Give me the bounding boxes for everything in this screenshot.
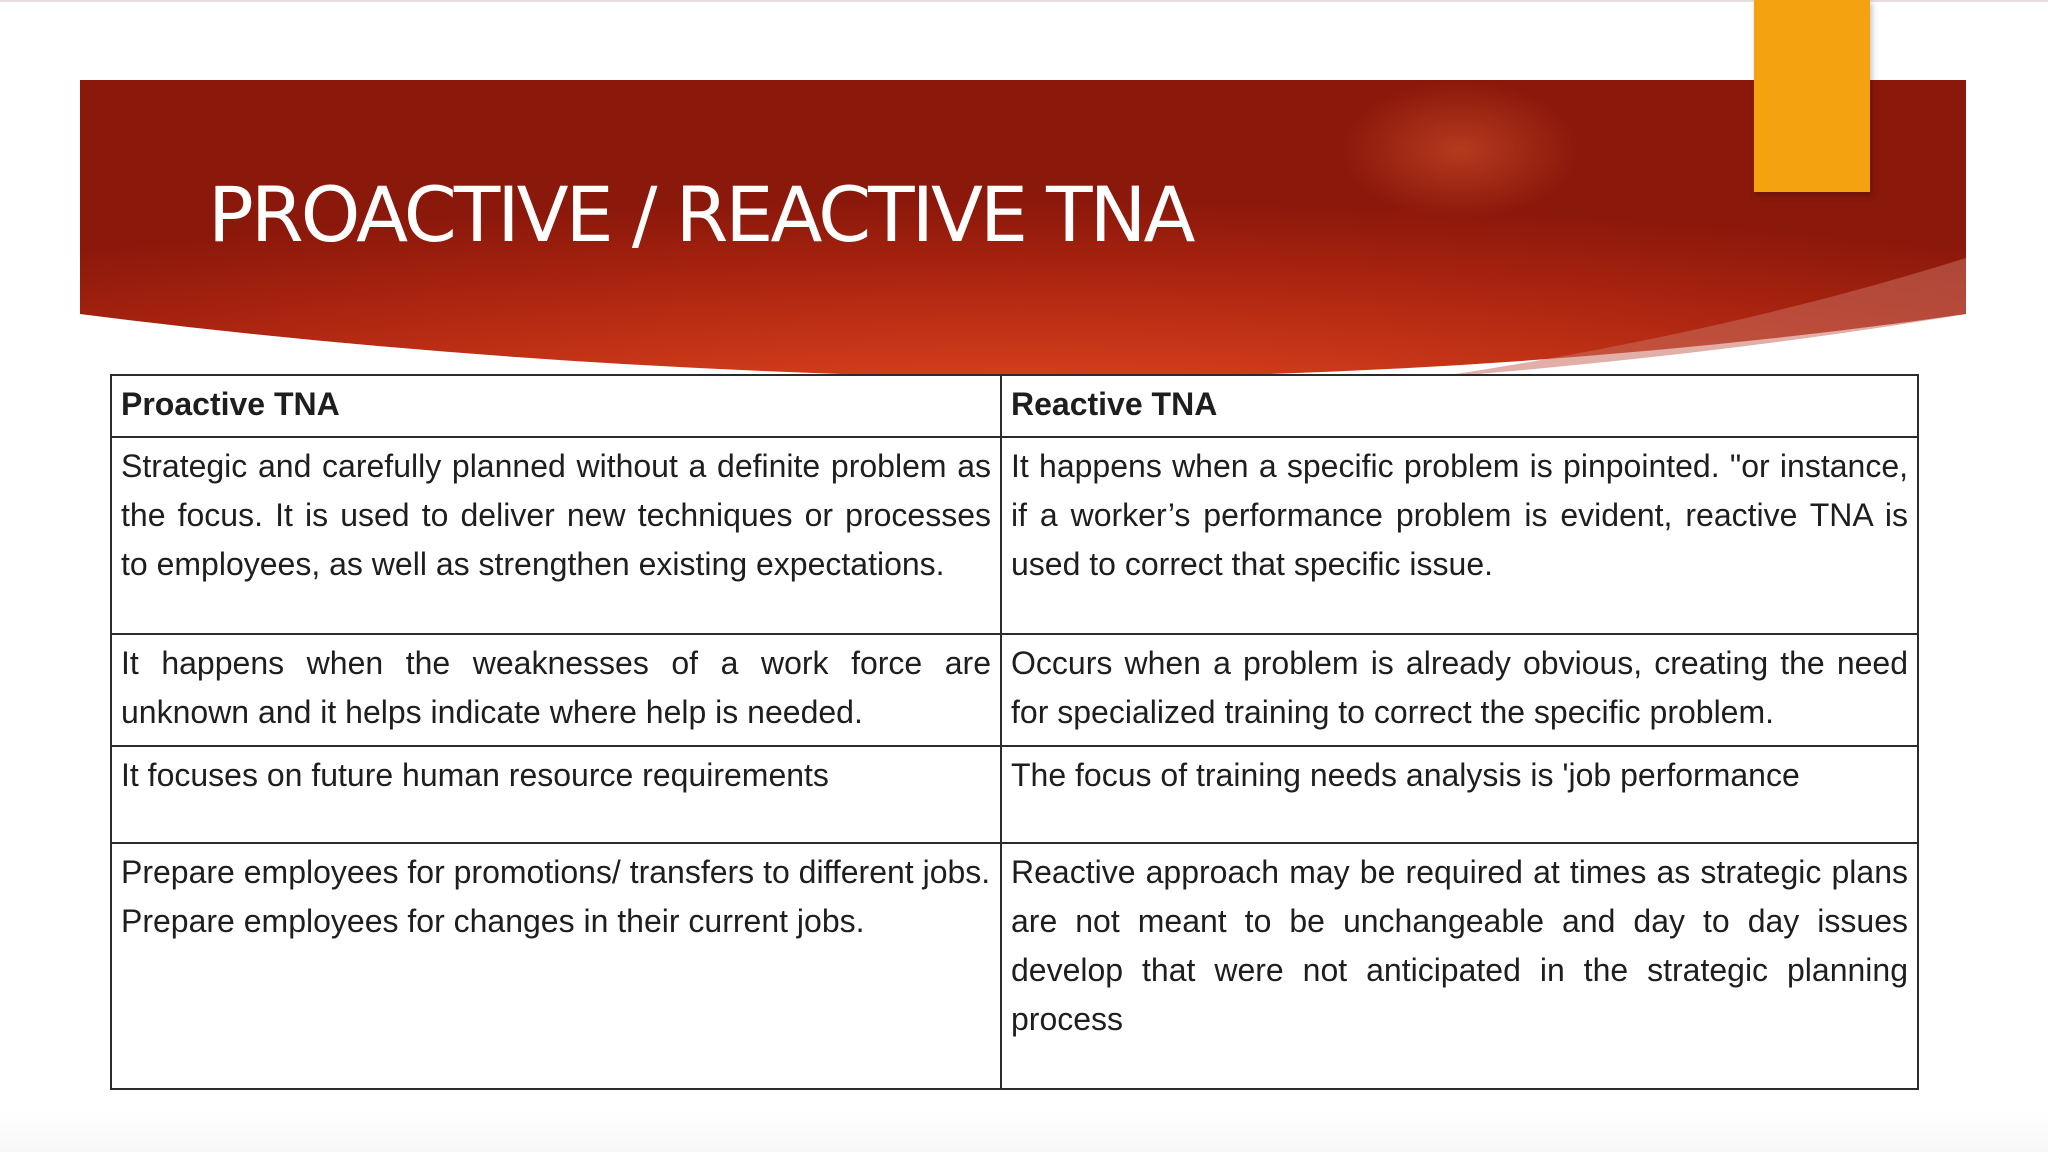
accent-bar	[1754, 0, 1870, 192]
cell-text: Reactive approach may be required at times as strategic plans are not meant to be unchangeable and day to day issues develop that were not anticipated in the strategic planning process	[1011, 854, 1908, 1037]
cell-text: It happens when the weaknesses of a work force are unknown and it helps indicate where help is needed.	[121, 645, 991, 730]
proactive-cell	[111, 437, 1001, 634]
table-header-row	[111, 375, 1918, 437]
reactive-cell	[1001, 843, 1918, 1089]
bottom-fade	[0, 1110, 2048, 1152]
proactive-cell	[111, 843, 1001, 1089]
cell-text: The focus of training needs analysis is 'job performance	[1011, 757, 1800, 793]
table-row	[111, 746, 1918, 843]
proactive-cell	[111, 746, 1001, 843]
slide-title: PROACTIVE / REACTIVE TNA	[208, 170, 1193, 259]
reactive-cell	[1001, 746, 1918, 843]
comparison-table	[110, 374, 1919, 1090]
cell-text: Occurs when a problem is already obvious, creating the need for specialized training to correct the specific problem.	[1011, 645, 1908, 730]
reactive-cell	[1001, 634, 1918, 746]
cell-text: It focuses on future human resource requirements	[121, 757, 829, 793]
table-row	[111, 634, 1918, 746]
cell-text: Prepare employees for changes in their current jobs.	[121, 903, 865, 939]
table-row	[111, 437, 1918, 634]
table-row	[111, 843, 1918, 1089]
header-reactive: Reactive TNA	[1001, 375, 1918, 437]
reactive-cell	[1001, 437, 1918, 634]
cell-text: It happens when a specific problem is pinpointed. "or instance, if a worker’s performance problem is evident, reactive TNA is used to correct that specific issue.	[1011, 448, 1908, 582]
header-proactive: Proactive TNA	[111, 375, 1001, 437]
proactive-cell	[111, 634, 1001, 746]
cell-text: Prepare employees for promotions/ transfers to different jobs.	[121, 854, 991, 890]
cell-text: Strategic and carefully planned without a definite problem as the focus. It is used to deliver new techniques or processes to employees, as well as strengthen existing expectations.	[121, 448, 991, 582]
